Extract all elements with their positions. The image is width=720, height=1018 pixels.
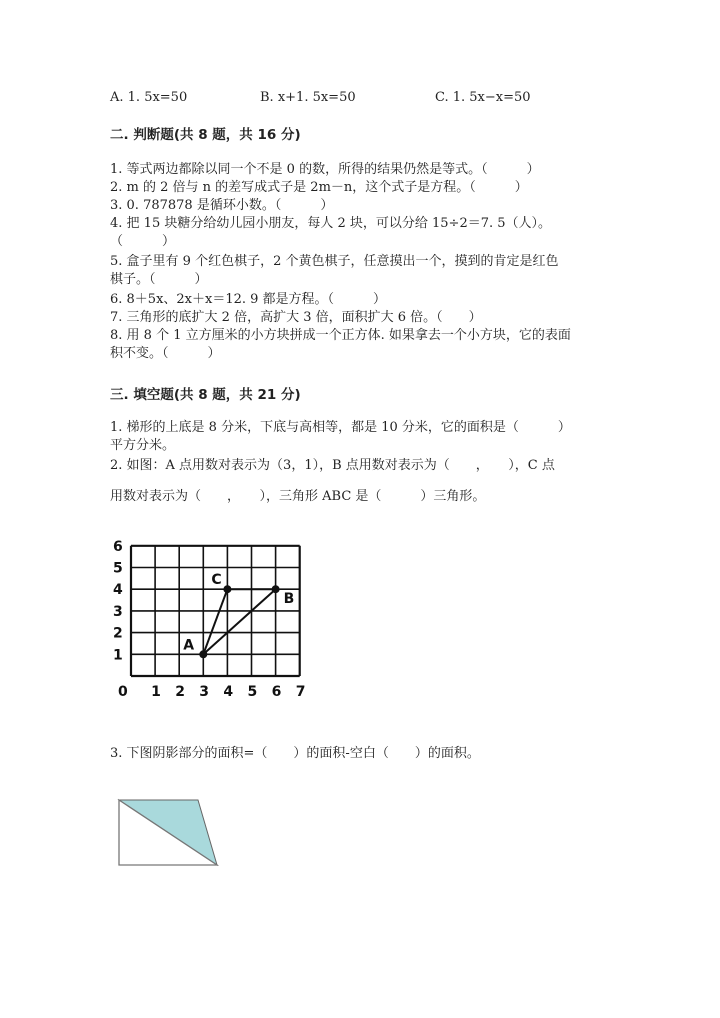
- y-tick-label: 5: [113, 560, 123, 577]
- y-tick-label: 1: [113, 647, 123, 664]
- judge-line: 积不变。（ ）: [110, 346, 221, 361]
- x-tick-label: 4: [223, 684, 234, 700]
- section2-heading: 二. 判断题(共 8 题，共 16 分): [110, 127, 301, 143]
- x-tick-label: 6: [271, 684, 282, 700]
- fill-q1-line1: 1. 梯形的上底是 8 分米，下底与高相等，都是 10 分米，它的面积是（ ）: [110, 420, 571, 435]
- judge-line: 8. 用 8 个 1 立方厘米的小方块拼成一个正方体. 如果拿去一个小方块，它的表面: [110, 328, 571, 343]
- y-tick-label: 3: [113, 603, 123, 620]
- section3-heading: 三. 填空题(共 8 题，共 21 分): [110, 387, 301, 403]
- judge-line: 棋子。（ ）: [110, 272, 208, 287]
- point-label: C: [211, 572, 222, 589]
- x-tick-label: 7: [295, 684, 306, 700]
- point-a: [199, 650, 207, 658]
- y-tick-label: 2: [113, 625, 123, 642]
- option-b: B. x+1. 5x=50: [260, 90, 356, 105]
- fill-q2-line1: 2. 如图：A 点用数对表示为（3，1），B 点用数对表示为（ ， ），C 点: [110, 458, 555, 473]
- judge-line: 3. 0. 787878 是循环小数。（ ）: [110, 198, 334, 213]
- x-tick-label: 3: [199, 684, 210, 700]
- fill-q3: 3. 下图阴影部分的面积=（ ）的面积-空白（ ）的面积。: [110, 746, 480, 761]
- judge-line: 1. 等式两边都除以同一个不是 0 的数，所得的结果仍然是等式。（ ）: [110, 162, 540, 177]
- point-label: A: [183, 637, 195, 654]
- x-tick-label: 5: [247, 684, 258, 700]
- judge-line: 6. 8＋5x、2x＋x＝12. 9 都是方程。（ ）: [110, 292, 387, 307]
- option-c: C. 1. 5x−x=50: [435, 90, 531, 105]
- option-a: A. 1. 5x=50: [110, 90, 188, 105]
- y-tick-label: 4: [113, 582, 123, 599]
- triangle-edge: [203, 589, 275, 654]
- point-label: B: [283, 591, 295, 608]
- shaded-trapezoid-figure: [119, 800, 217, 865]
- y-tick-label: 6: [113, 538, 123, 555]
- point-c: [223, 585, 231, 593]
- judge-line: （ ）: [110, 234, 176, 249]
- fill-q2-line2: 用数对表示为（ ， ），三角形 ABC 是（ ）三角形。: [110, 489, 486, 504]
- coordinate-grid: [113, 539, 305, 700]
- judge-line: 5. 盒子里有 9 个红色棋子，2 个黄色棋子，任意摸出一个，摸到的肯定是红色: [110, 254, 559, 269]
- x-tick-label: 0: [118, 684, 128, 700]
- judge-line: 4. 把 15 块糖分给幼儿园小朋友，每人 2 块，可以分给 15÷2＝7. 5（人）。: [110, 216, 552, 231]
- point-b: [272, 585, 280, 593]
- x-tick-label: 1: [151, 684, 161, 700]
- fill-q1-line2: 平方分米。: [110, 438, 176, 453]
- x-tick-label: 2: [175, 684, 185, 700]
- judge-line: 2. m 的 2 倍与 n 的差写成式子是 2m－n，这个式子是方程。（ ）: [110, 180, 528, 195]
- judge-line: 7. 三角形的底扩大 2 倍，高扩大 3 倍，面积扩大 6 倍。（ ）: [110, 310, 482, 325]
